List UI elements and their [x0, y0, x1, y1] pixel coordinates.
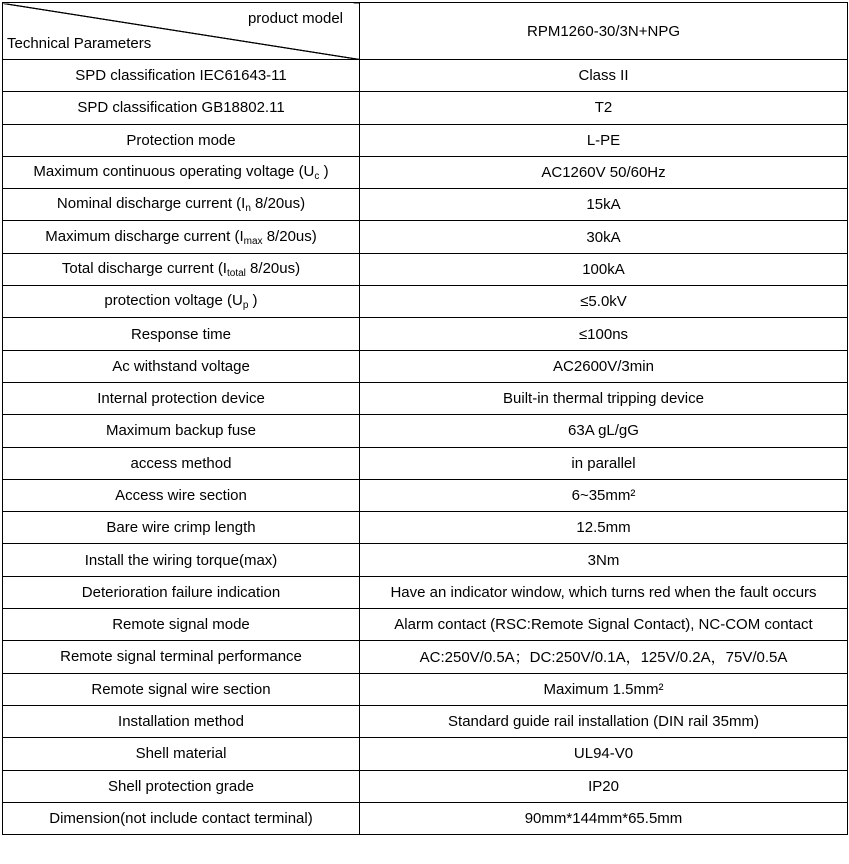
value-cell: Maximum 1.5mm²	[360, 673, 848, 705]
table-row	[3, 609, 848, 641]
table-row	[3, 92, 848, 124]
param-cell: Bare wire crimp length	[3, 512, 360, 544]
value-cell: AC2600V/3min	[360, 350, 848, 382]
param-text: Maximum continuous operating voltage (U	[33, 163, 315, 181]
param-subscript: n	[245, 203, 251, 215]
table-row	[3, 576, 848, 608]
param-cell: Remote signal wire section	[3, 673, 360, 705]
param-cell: SPD classification IEC61643-11	[3, 60, 360, 92]
table-row	[3, 738, 848, 770]
value-cell: UL94-V0	[360, 738, 848, 770]
param-cell: Install the wiring torque(max)	[3, 544, 360, 576]
value-cell: 15kA	[360, 189, 848, 221]
param-cell: Maximum backup fuse	[3, 415, 360, 447]
product-model-label: product model	[247, 10, 343, 27]
param-text-end: 8/20us)	[245, 259, 301, 277]
value-cell: AC1260V 50/60Hz	[360, 156, 848, 188]
param-cell: access method	[3, 447, 360, 479]
value-cell: T2	[360, 92, 848, 124]
corner-header-cell	[3, 3, 360, 60]
value-cell: Standard guide rail installation (DIN rail 35mm)	[360, 705, 848, 737]
param-cell	[3, 156, 360, 188]
value-cell: Class II	[360, 60, 848, 92]
spec-table	[2, 2, 848, 835]
table-row	[3, 673, 848, 705]
table-row	[3, 382, 848, 414]
table-row	[3, 156, 848, 188]
param-text-end: 8/20us)	[262, 227, 317, 245]
param-cell	[3, 253, 360, 285]
value-cell: in parallel	[360, 447, 848, 479]
value-cell: ≤5.0kV	[360, 286, 848, 318]
param-cell: Installation method	[3, 705, 360, 737]
param-cell: Deterioration failure indication	[3, 576, 360, 608]
param-subscript: c	[314, 171, 320, 183]
param-cell: Internal protection device	[3, 382, 360, 414]
table-row	[3, 415, 848, 447]
table-row	[3, 189, 848, 221]
param-text-end: 8/20us)	[250, 195, 306, 213]
param-text-end: )	[248, 292, 258, 310]
param-cell: Dimension(not include contact terminal)	[3, 802, 360, 834]
param-cell: Remote signal mode	[3, 609, 360, 641]
param-text: Nominal discharge current (I	[56, 195, 246, 213]
value-cell: 30kA	[360, 221, 848, 253]
value-cell: 3Nm	[360, 544, 848, 576]
param-cell: Access wire section	[3, 479, 360, 511]
table-row	[3, 286, 848, 318]
table-row	[3, 60, 848, 92]
param-subscript: p	[242, 300, 249, 312]
value-cell: L-PE	[360, 124, 848, 156]
param-cell: Shell protection grade	[3, 770, 360, 802]
param-cell: Shell material	[3, 738, 360, 770]
table-row	[3, 512, 848, 544]
table-row	[3, 350, 848, 382]
table-row	[3, 705, 848, 737]
value-cell: 63A gL/gG	[360, 415, 848, 447]
table-row	[3, 124, 848, 156]
table-row	[3, 318, 848, 350]
param-cell: SPD classification GB18802.11	[3, 92, 360, 124]
table-row	[3, 447, 848, 479]
value-cell: 12.5mm	[360, 512, 848, 544]
table-row	[3, 544, 848, 576]
param-text: protection voltage (U	[104, 292, 243, 310]
param-cell	[3, 221, 360, 253]
param-subscript: total	[226, 267, 246, 279]
value-cell: 90mm*144mm*65.5mm	[360, 802, 848, 834]
table-row	[3, 253, 848, 285]
table-row	[3, 770, 848, 802]
param-text-end: )	[319, 163, 329, 181]
value-cell: 6~35mm²	[360, 479, 848, 511]
table-row	[3, 479, 848, 511]
value-cell: Have an indicator window, which turns red when the fault occurs	[360, 576, 848, 608]
value-cell: Alarm contact (RSC:Remote Signal Contact), NC-COM contact	[360, 609, 848, 641]
table-row	[3, 221, 848, 253]
param-subscript: max	[243, 235, 263, 247]
param-text: Maximum discharge current (I	[45, 227, 244, 245]
model-name-cell: RPM1260-30/3N+NPG	[360, 3, 848, 60]
technical-parameters-label: Technical Parameters	[7, 35, 152, 52]
table-row	[3, 802, 848, 834]
table-row	[3, 641, 848, 673]
param-cell: Response time	[3, 318, 360, 350]
value-cell: ≤100ns	[360, 318, 848, 350]
param-cell: Protection mode	[3, 124, 360, 156]
value-cell: Built-in thermal tripping device	[360, 382, 848, 414]
param-cell	[3, 189, 360, 221]
value-cell: 100kA	[360, 253, 848, 285]
param-cell: Remote signal terminal performance	[3, 641, 360, 673]
value-cell: AC:250V/0.5A；DC:250V/0.1A，125V/0.2A，75V/0.5A	[360, 641, 848, 673]
param-cell	[3, 286, 360, 318]
value-cell: IP20	[360, 770, 848, 802]
header-row	[3, 3, 848, 60]
param-cell: Ac withstand voltage	[3, 350, 360, 382]
param-text: Total discharge current (I	[61, 259, 227, 277]
